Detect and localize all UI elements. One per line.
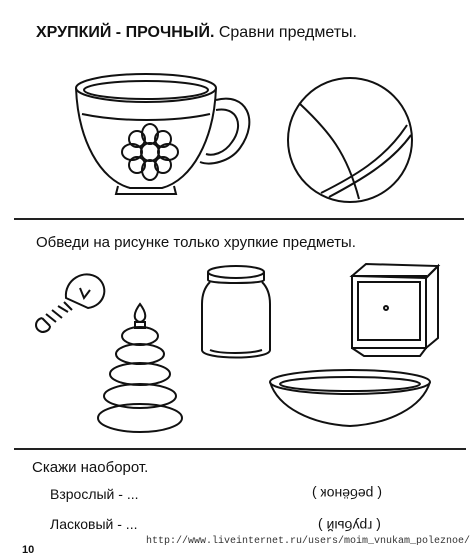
opposite-answer: ( грубый ) <box>318 518 381 534</box>
opposite-word: Ласковый - ... <box>50 516 138 532</box>
section-title: Скажи наоборот. <box>32 459 149 476</box>
title-rest: Сравни предметы. <box>218 24 357 41</box>
footer-url: http://www.liveinternet.ru/users/moim_vnukam_poleznoe/ <box>146 536 471 547</box>
pyramid-toy-illustration <box>90 300 190 440</box>
section-instruction: Обведи на рисунке только хрупкие предметы. <box>36 234 356 251</box>
divider-line <box>14 448 466 450</box>
cabinet-illustration <box>346 262 442 358</box>
ball-illustration <box>285 75 415 205</box>
flower-icon <box>122 124 178 180</box>
cup-illustration <box>70 70 270 200</box>
title-bold: ХРУПКИЙ - ПРОЧНЫЙ. <box>36 24 215 41</box>
page-number: 10 <box>22 544 35 556</box>
bowl-illustration <box>268 368 432 432</box>
opposite-word: Взрослый - ... <box>50 486 139 502</box>
opposite-answer: ( ребёнок ) <box>312 486 382 502</box>
page-title <box>36 24 357 42</box>
jar-illustration <box>200 264 272 364</box>
divider-line <box>14 218 464 220</box>
